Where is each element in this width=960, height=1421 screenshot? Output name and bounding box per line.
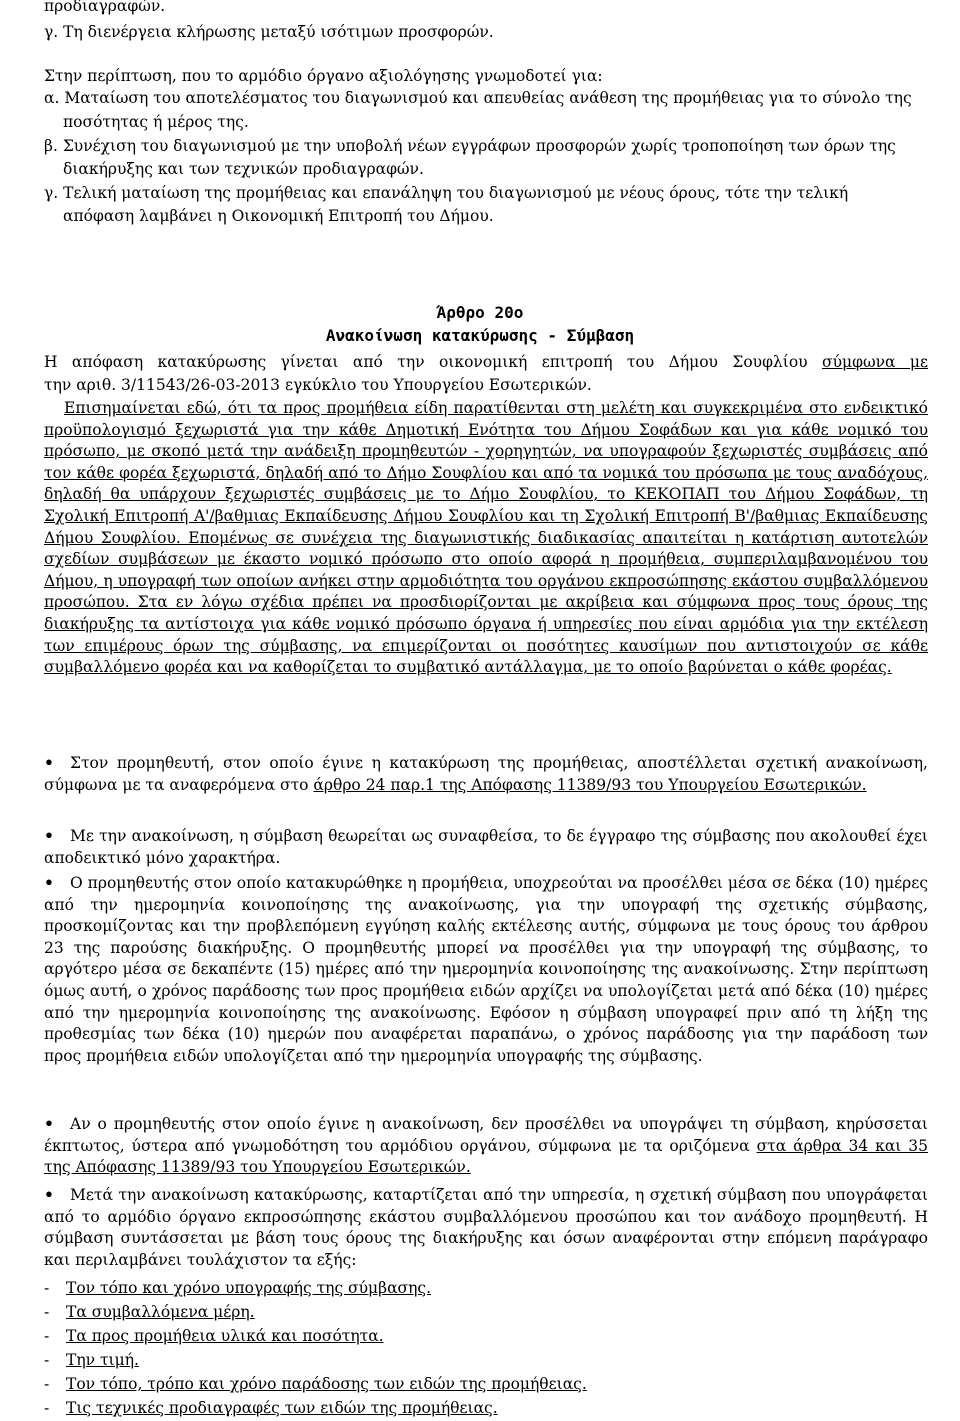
list-item: - Τον τόπο και χρόνο υπογραφής της σύμβασης. — [44, 1279, 432, 1297]
text-line: γ. Τη διενέργεια κλήρωσης μεταξύ ισότιμων προσφορών. — [44, 23, 494, 41]
bullet-item: • Στον προμηθευτή, στον οποίο έγινε η κατακύρωση της προμήθειας, αποστέλλεται σχετική ανακοίνωση, σύμφωνα με τα αναφερόμενα στο άρθρο 24 παρ.1 της Απόφασης 11389/93 του Υπουργείου Εσωτερικών. — [44, 753, 928, 794]
bullet-item: • Μετά την ανακοίνωση κατακύρωσης, καταρτίζεται από την υπηρεσία, η σχετική σύμβαση που υπογράφεται από το αρμόδιο όργανο εκπροσώπησης εκάστου συμβαλλόμενου προσώπου και τον ανάδοχο προμηθευτή. Η σύμβαση συντάσσεται με βάση τους όρους της διακήρυξης και όσων αναφέρονται στην επόμενη παράγραφο και περιλαμβάνει τουλάχιστον τα εξής: — [44, 1185, 928, 1269]
list-item: - Τις τεχνικές προδιαγραφές των ειδών της προμήθειας. — [44, 1399, 498, 1417]
body-paragraph: Επισημαίνεται εδώ, ότι τα προς προμήθεια είδη παρατίθενται στη μελέτη και συγκεκριμένα στο ενδεικτικό προϋπολογισμό ξεχωριστά για την κάθε Δημοτική Ενότητα του Δήμου Σοφάδων και για κάθε νομικό του πρόσωπο, με σκοπό μετά την ανάδειξη προμηθευτών - χορηγητών, να υπογραφούν ξεχωριστές συμβάσεις από τον κάθε φορέα ξεχωριστά, δηλαδή από το Δήμο Σουφλίου και από τα νομικά του πρόσωπα με τους αναδόχους, δηλαδή θα υπάρχουν ξεχωριστές συμβάσεις με το Δήμο Σουφλίου, το ΚΕΚΟΠΑΠ του Δήμου Σοφάδων, τη Σχολική Επιτροπή Α'/βαθμιας Εκπαίδευσης Δήμου Σουφλίου και τη Σχολική Επιτροπή Β'/βαθμιας Εκπαίδευσης Δήμου Σουφλίου. Επομένως σε συνέχεια της διαγωνιστικής διαδικασίας απαιτείται η κατάρτιση αυτοτελών σχεδίων συμβάσεων με έκαστο νομικό πρόσωπο στο οποίο αφορά η προμήθεια, συμπεριλαμβανομένου του Δήμου, η υπογραφή των οποίων ανήκει στην αρμοδιότητα του οργάνου εκπροσώπησης εκάστου συμβαλλόμενου προσώπου. Στα εν λόγω σχέδια πρέπει να προσδιορίζονται με ακρίβεια και σύμφωνα προς τους όρους της διακήρυξης τα αντίστοιχα για κάθε νομικό πρόσωπο όργανα ή υπηρεσίες που είναι αρμόδια για την εκτέλεση των επιμέρους όρων της σύμβασης, να επιμερίζονται οι ποσότητες καυσίμων που αντιστοιχούν σε κάθε συμβαλλόμενο φορέα και να καθορίζεται το συμβατικό αντάλλαγμα, με το οποίο βαρύνεται ο κάθε φορέας. — [44, 399, 928, 677]
text-line: ποσότητας ή μέρος της. — [63, 113, 249, 131]
text-line: α. Ματαίωση του αποτελέσματος του διαγωνισμού και απευθείας ανάθεση της προμήθειας για το σύνολο της — [44, 89, 912, 107]
text-line: διακήρυξης και των τεχνικών προδιαγραφών. — [63, 160, 424, 178]
list-item: - Τον τόπο, τρόπο και χρόνο παράδοσης των ειδών της προμήθειας. — [44, 1375, 587, 1393]
list-item: - Την τιμή. — [44, 1351, 139, 1369]
intro-line: την αριθ. 3/11543/26-03-2013 εγκύκλιο του Υπουργείου Εσωτερικών. — [44, 376, 592, 394]
bullet-item: • Ο προμηθευτής στον οποίο κατακυρώθηκε η προμήθεια, υποχρεούται να προσέλθει μέσα σε δέκα (10) ημέρες από την ημερομηνία κοινοποίησης της ανακοίνωσης, για την υπογραφή της σχετικής σύμβασης, προσκομίζοντας και την προβλεπόμενη εγγύηση καλής εκτέλεσης αυτής, σύμφωνα με τους όρους του άρθρου 23 της παρούσης διακήρυξης. Ο προμηθευτής μπορεί να προσέλθει για την υπογραφή της σύμβασης, το αργότερο μέσα σε δεκαπέντε (15) ημέρες από την ημερομηνία κοινοποίησης της ανακοίνωσης. Στην περίπτωση όμως αυτή, ο χρόνος παράδοσης των προς προμήθεια ειδών αρχίζει να υπολογίζεται μετά από δέκα (10) ημέρες από την ημερομηνία κοινοποίησης της ανακοίνωσης. Εφόσον η σύμβαση υπογραφεί πριν από τη λήξη της προθεσμίας των δέκα (10) ημερών που αναφέρεται παραπάνω, ο χρόνος παράδοσης για την παράδοση των προς προμήθεια ειδών υπολογίζεται από την ημερομηνία υπογραφής της σύμβασης. — [44, 873, 928, 1065]
text-line: γ. Τελική ματαίωση της προμήθειας και επανάληψη του διαγωνισμού με νέους όρους, τότε την τελική — [44, 184, 849, 202]
bullet-icon: • — [44, 1185, 54, 1204]
list-item: - Τα προς προμήθεια υλικά και ποσότητα. — [44, 1327, 384, 1345]
text-line: απόφαση λαμβάνει η Οικονομική Επιτροπή του Δήμου. — [63, 207, 494, 225]
bullet-icon: • — [44, 873, 54, 892]
article-number: Άρθρο 20ο — [436, 303, 524, 322]
text-line: β. Συνέχιση του διαγωνισμού με την υποβολή νέων εγγράφων προσφορών χωρίς τροποποίηση των όρων της — [44, 137, 896, 155]
article-title: Ανακοίνωση κατακύρωσης - Σύμβαση — [325, 326, 635, 345]
text-line: προδιαγραφών. — [44, 0, 166, 15]
bullet-item: • Με την ανακοίνωση, η σύμβαση θεωρείται ως συναφθείσα, το δε έγγραφο της σύμβασης που ακολουθεί έχει αποδεικτικό μόνο χαρακτήρα. — [44, 826, 928, 867]
intro-line: Η απόφαση κατακύρωσης γίνεται από την οικονομική επιτροπή του Δήμου Σουφλίου σύμφωνα με — [44, 353, 928, 371]
text-line: Στην περίπτωση, που το αρμόδιο όργανο αξιολόγησης γνωμοδοτεί για: — [44, 67, 603, 85]
bullet-icon: • — [44, 753, 54, 772]
bullet-icon: • — [44, 826, 54, 845]
bullet-icon: • — [44, 1114, 54, 1133]
list-item: - Τα συμβαλλόμενα μέρη. — [44, 1303, 255, 1321]
bullet-item: • Αν ο προμηθευτής στον οποίο έγινε η ανακοίνωση, δεν προσέλθει να υπογράψει τη σύμβαση, κηρύσσεται έκπτωτος, ύστερα από γνωμοδότηση του αρμόδιου οργάνου, σύμφωνα με τα οριζόμενα στα άρθρα 34 και 35 της Απόφασης 11389/93 του Υπουργείου Εσωτερικών. — [44, 1114, 928, 1177]
